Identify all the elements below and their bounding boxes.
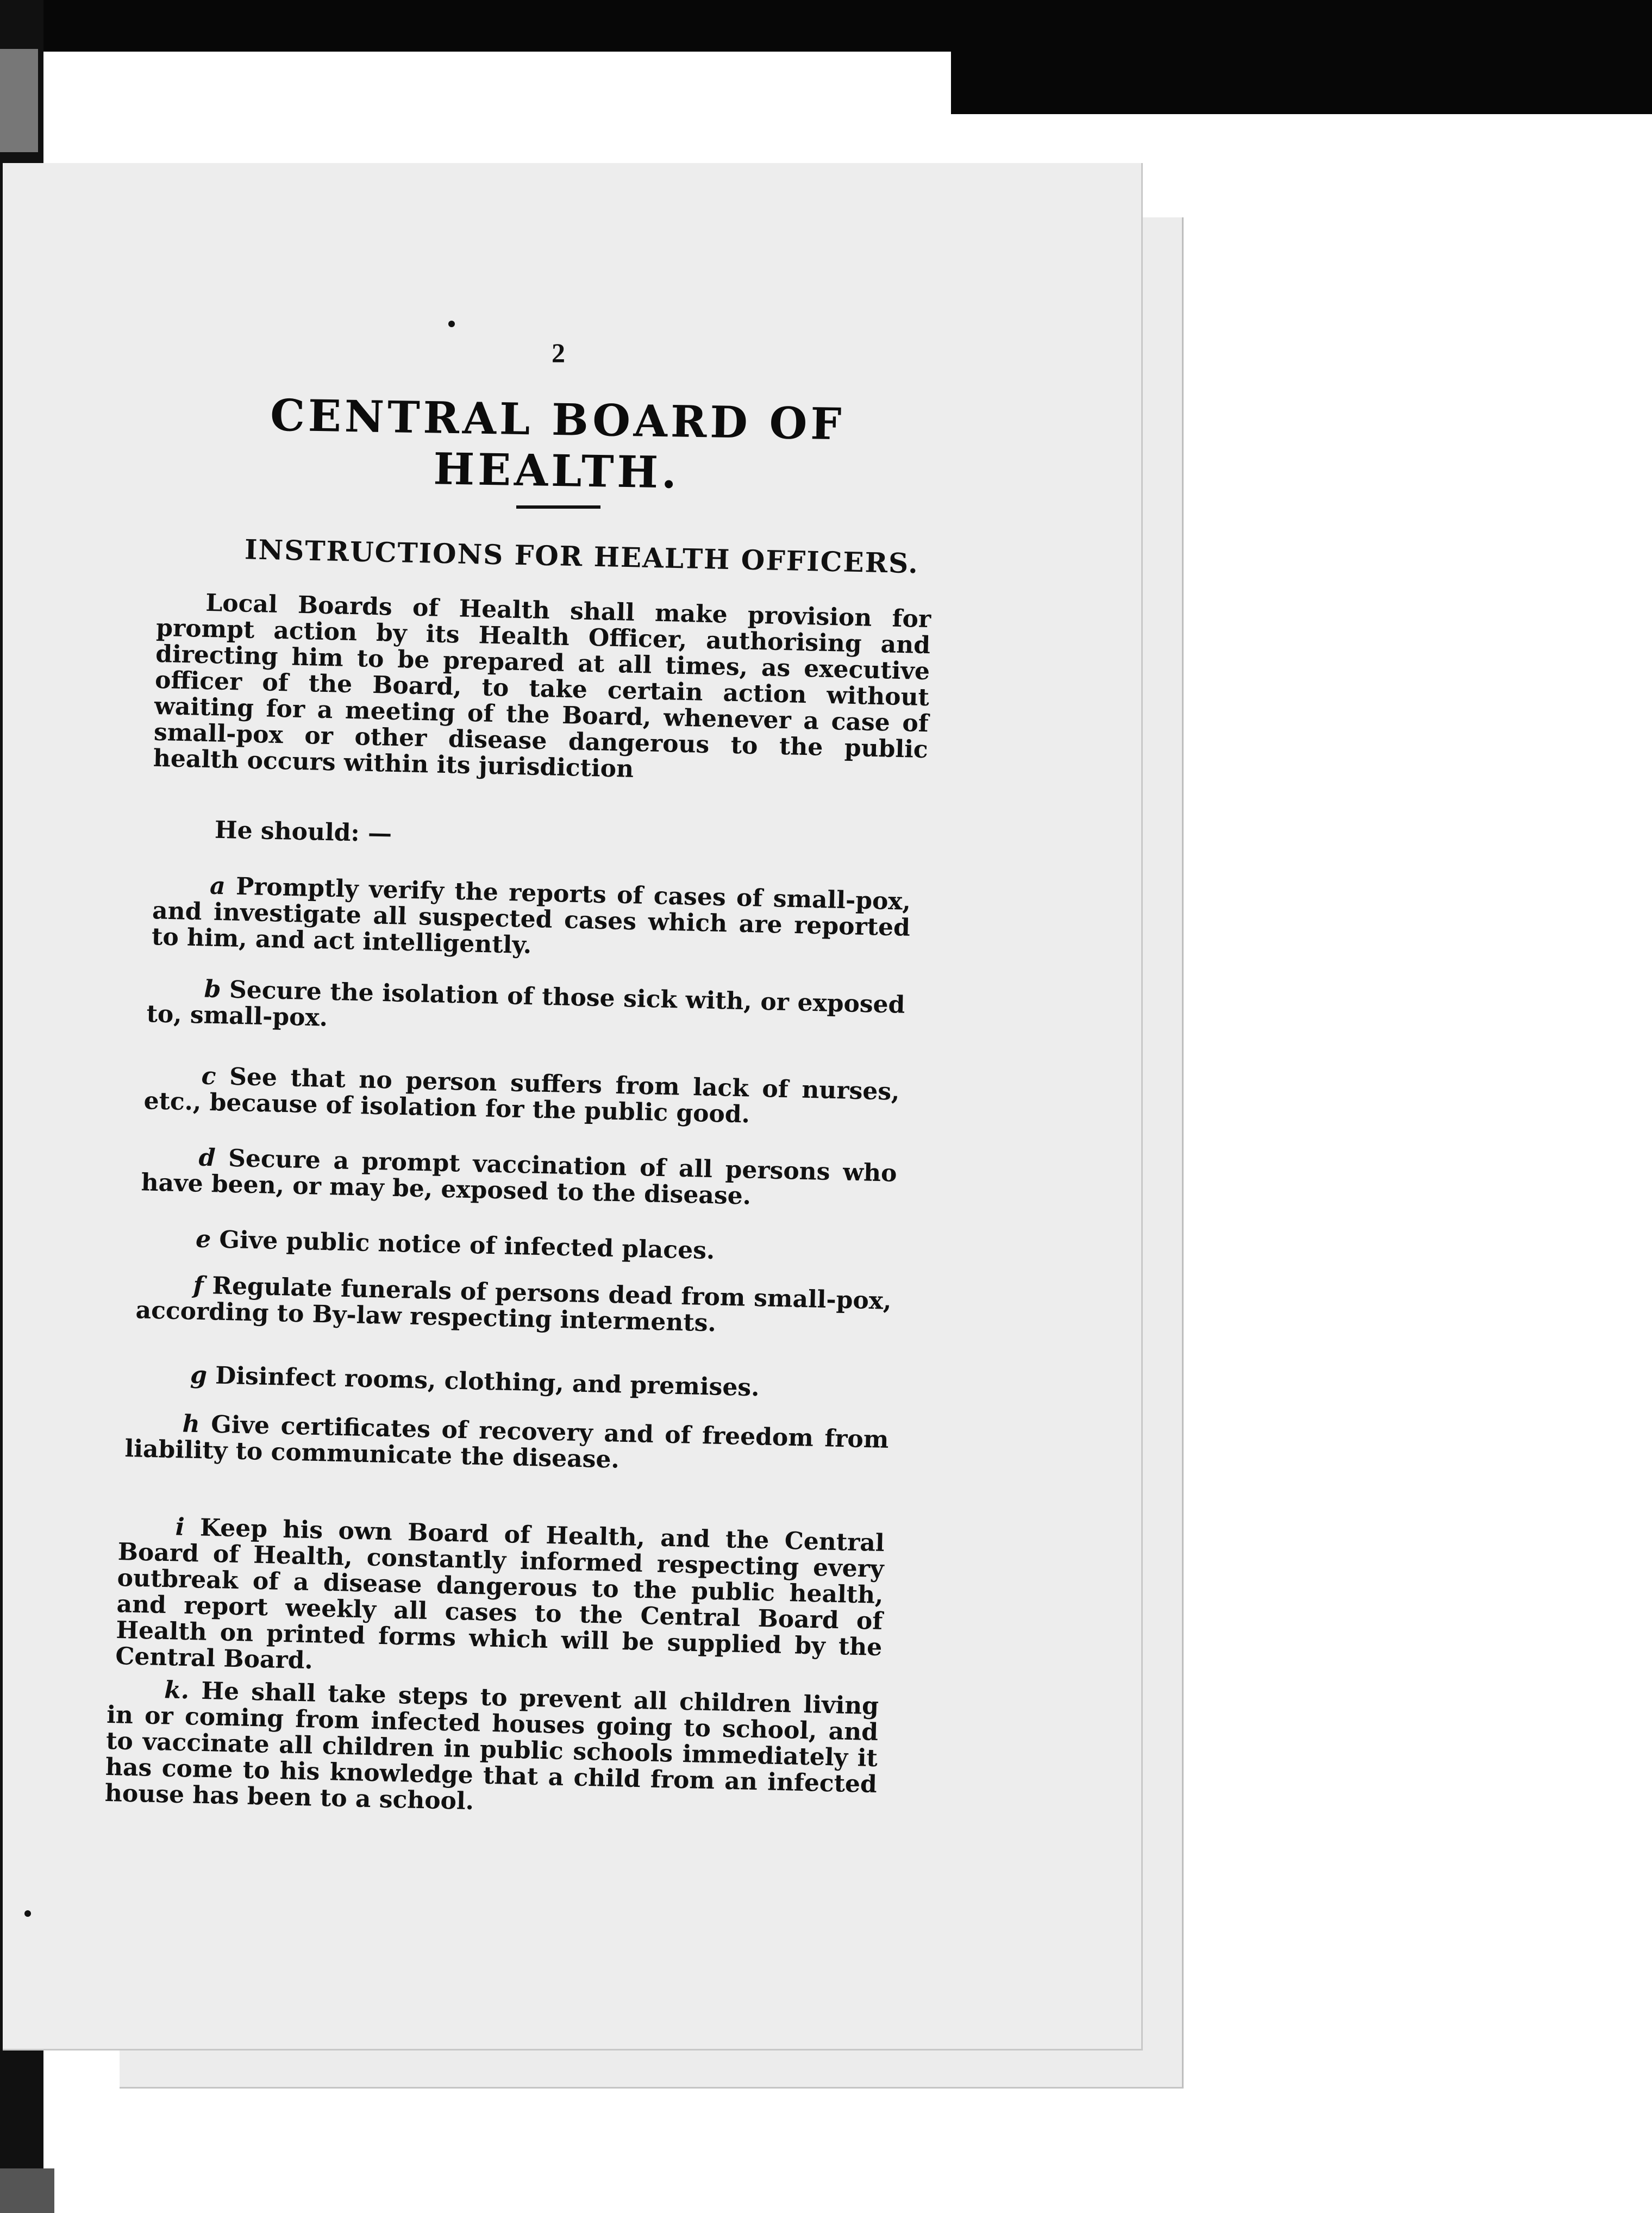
title-rule (516, 505, 600, 509)
page-title: CENTRAL BOARD OF HEALTH. (270, 389, 845, 498)
item-text: Keep his own Board of Health, and the Central Board of Health, constantly informed respecting every outbreak of a disease dangerous to the public health, and report weekly all cases to the Central Board of Health on printed forms which will be supplied by the Central Board. (115, 1514, 885, 1675)
item-label: f (193, 1271, 204, 1300)
item-text: Give public notice of infected places. (218, 1226, 715, 1265)
item-text: Give certificates of recovery and of freedom from liability to communicate the disease. (124, 1410, 889, 1474)
item-label: c (201, 1062, 217, 1091)
item-text: Secure the isolation of those sick with, or exposed to, small-pox. (146, 976, 905, 1032)
item-text: Promptly verify the reports of cases of small-pox, and investigate all suspected cases which are reported to him, and act intelligently. (151, 872, 911, 960)
item-text: Regulate funerals of persons dead from small-pox, according to By-law respecting interments. (135, 1272, 892, 1337)
item-label: a (209, 872, 226, 901)
item-text: See that no person suffers from lack of nurses, etc., because of isolation for the public good. (143, 1062, 900, 1129)
speck (448, 321, 455, 327)
item-label: g (190, 1361, 208, 1390)
scan-left-gray-patch (0, 49, 38, 152)
speck (24, 1910, 31, 1917)
item-label: d (198, 1143, 216, 1172)
intro-paragraph: Local Boards of Health shall make provision for prompt action by its Health Officer, authorising and directing him to be prepared at all times, as executive officer of the Board, to take certain action without waiting for a meeting of the Board, whenever a case of small-pox or other disease dangerous to the public health occurs within its jurisdiction (153, 589, 931, 783)
item-label: e (195, 1225, 211, 1254)
he-should-label: He should: — (214, 816, 392, 848)
item-label: k. (164, 1676, 190, 1705)
item-label: b (204, 975, 222, 1004)
scan-top-border-right (951, 43, 1652, 114)
item-text: Disinfect rooms, clothing, and premises. (215, 1361, 760, 1402)
item-text: Secure a prompt vaccination of all persons who have been, or may be, exposed to the disease. (141, 1144, 897, 1210)
instruction-item-k (104, 1676, 879, 1824)
item-text: He shall take steps to prevent all children living in or coming from infected houses going to school, and to vaccinate all children in public schools immediately it has come to his knowledge that a child from an infected house has been to a school. (104, 1677, 879, 1816)
instruction-item-i (115, 1513, 885, 1687)
scan-bottom-left-patch (0, 2168, 54, 2213)
page-number: 2 (552, 337, 565, 368)
item-label: h (182, 1410, 201, 1439)
instruction-item-a (152, 872, 911, 967)
item-label: i (175, 1513, 185, 1541)
section-heading: INSTRUCTIONS FOR HEALTH OFFICERS. (244, 533, 919, 580)
